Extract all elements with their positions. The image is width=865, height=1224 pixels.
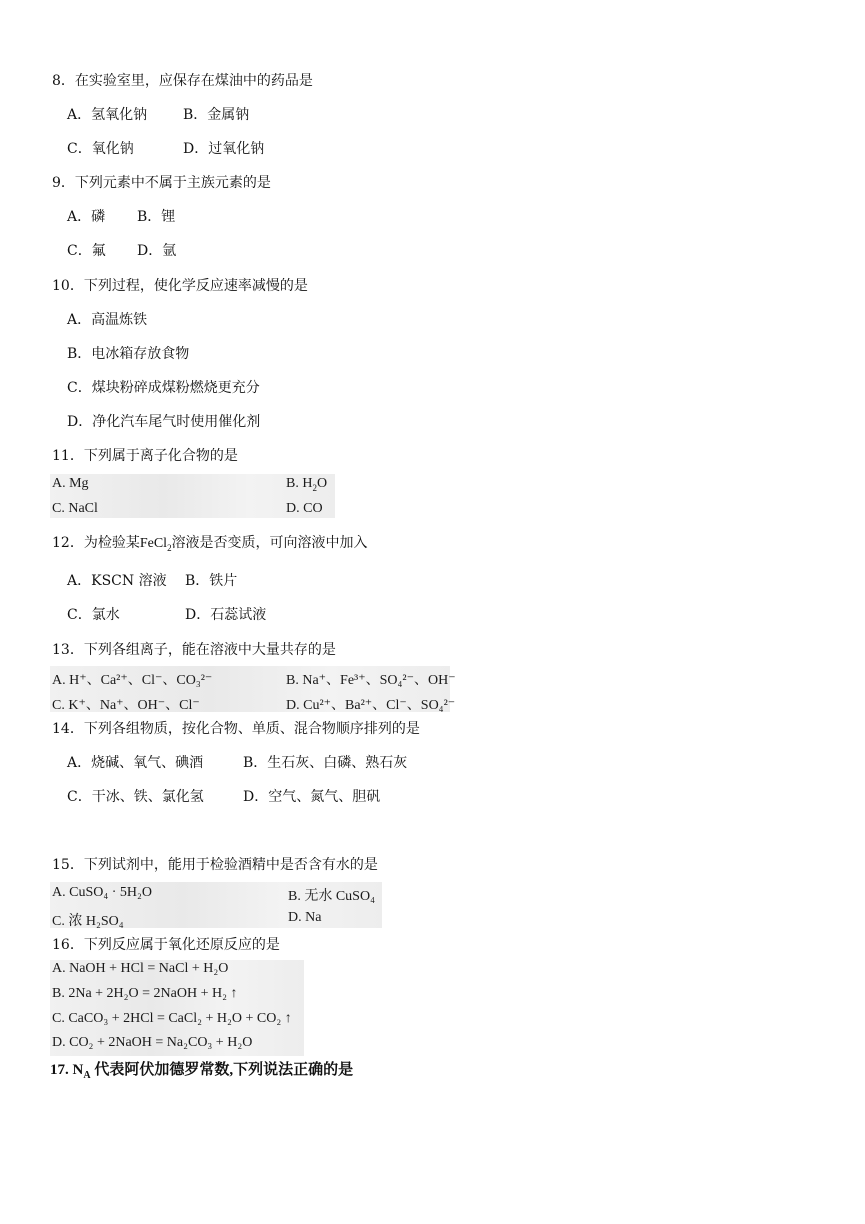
q8-option-d: D．过氧化钠 — [183, 141, 265, 157]
q9-stem: 9．下列元素中不属于主族元素的是 — [52, 175, 271, 191]
q9-option-d: D．氩 — [137, 243, 177, 259]
q14-option-c: C．干冰、铁、氯化氢 — [67, 789, 204, 805]
q15-options-scan — [50, 882, 382, 928]
q12-options-row1 — [67, 572, 238, 590]
q8-options-row2 — [67, 140, 265, 158]
q9-option-c: C．氟 — [67, 243, 106, 259]
q16-option-b: B. 2Na + 2H₂O = 2NaOH + H₂ ↑ — [52, 986, 238, 1001]
q9-options-row1 — [67, 208, 176, 226]
q9-options-row2 — [67, 242, 177, 260]
q15-option-b: B. 无水 CuSO₄ — [288, 889, 375, 904]
q14-option-d: D．空气、氮气、胆矾 — [243, 789, 381, 805]
q17-stem: 17. $N_A$ 代表阿伏加德罗常数,下列说法正确的是 — [50, 1062, 354, 1081]
q14-option-b: B．生石灰、白磷、熟石灰 — [243, 755, 408, 771]
q10-stem: 10．下列过程，使化学反应速率减慢的是 — [52, 278, 308, 294]
fecl2-formula: FeCl$_2$ — [139, 536, 172, 553]
q8-stem: 8．在实验室里，应保存在煤油中的药品是 — [52, 73, 313, 89]
q11-option-a: A. Mg — [52, 476, 89, 491]
q12-option-b: B．铁片 — [185, 573, 238, 589]
q15-option-c: C. 浓 H₂SO₄ — [52, 914, 124, 929]
q9-option-a: A．磷 — [67, 209, 106, 225]
q16-option-c: C. CaCO₃ + 2HCl = CaCl₂ + H₂O + CO₂ ↑ — [52, 1011, 292, 1026]
q16-stem: 16．下列反应属于氧化还原反应的是 — [52, 937, 280, 953]
q14-options-row1 — [67, 754, 408, 772]
q8-option-c: C．氧化钠 — [67, 141, 134, 157]
q13-option-b: B. Na⁺、Fe³⁺、SO₄²⁻、OH⁻ — [286, 673, 456, 688]
q12-stem: 12．为检验某FeCl$_2$溶液是否变质，可向溶液中加入 — [52, 535, 368, 553]
q10-option-d: D．净化汽车尾气时使用催化剂 — [67, 414, 261, 430]
q13-options-scan — [50, 666, 456, 713]
q15-option-a: A. CuSO₄ · 5H₂O — [52, 885, 152, 900]
q12-option-a: A．KSCN 溶液 — [67, 573, 167, 589]
q12-option-c: C．氯水 — [67, 607, 120, 623]
q10-option-a: A．高温炼铁 — [67, 312, 148, 328]
q16-option-d: D. CO₂ + 2NaOH = Na₂CO₃ + H₂O — [52, 1035, 253, 1050]
q16-option-a: A. NaOH + HCl = NaCl + H₂O — [52, 961, 229, 976]
q9-option-b: B．锂 — [137, 209, 176, 225]
q8-option-a: A．氢氧化钠 — [67, 107, 148, 123]
q16-options-scan — [50, 960, 304, 1056]
q14-stem: 14．下列各组物质，按化合物、单质、混合物顺序排列的是 — [52, 721, 420, 737]
q11-option-b: B. $H_2O$ — [286, 476, 328, 493]
q8-options-row1 — [67, 106, 250, 124]
q11-option-c: C. NaCl — [52, 501, 98, 516]
q12-option-d: D．石蕊试液 — [185, 607, 267, 623]
q14-option-a: A．烧碱、氧气、碘酒 — [67, 755, 204, 771]
q11-option-d: D. CO — [286, 501, 323, 516]
q13-option-a: A. H⁺、Ca²⁺、Cl⁻、CO₃²⁻ — [52, 673, 213, 688]
q11-options-scan — [50, 474, 335, 518]
q12-options-row2 — [67, 606, 267, 624]
q10-option-c: C．煤块粉碎成煤粉燃烧更充分 — [67, 380, 260, 396]
q13-stem: 13．下列各组离子，能在溶液中大量共存的是 — [52, 642, 336, 658]
q13-option-d: D. Cu²⁺、Ba²⁺、Cl⁻、SO₄²⁻ — [286, 698, 456, 713]
q15-option-d: D. Na — [288, 910, 322, 925]
q14-options-row2 — [67, 788, 381, 806]
q13-option-c: C. K⁺、Na⁺、OH⁻、Cl⁻ — [52, 698, 200, 713]
q11-stem: 11．下列属于离子化合物的是 — [52, 448, 238, 464]
q8-option-b: B．金属钠 — [183, 107, 250, 123]
q10-option-b: B．电冰箱存放食物 — [67, 346, 190, 362]
q15-stem: 15．下列试剂中，能用于检验酒精中是否含有水的是 — [52, 857, 378, 873]
